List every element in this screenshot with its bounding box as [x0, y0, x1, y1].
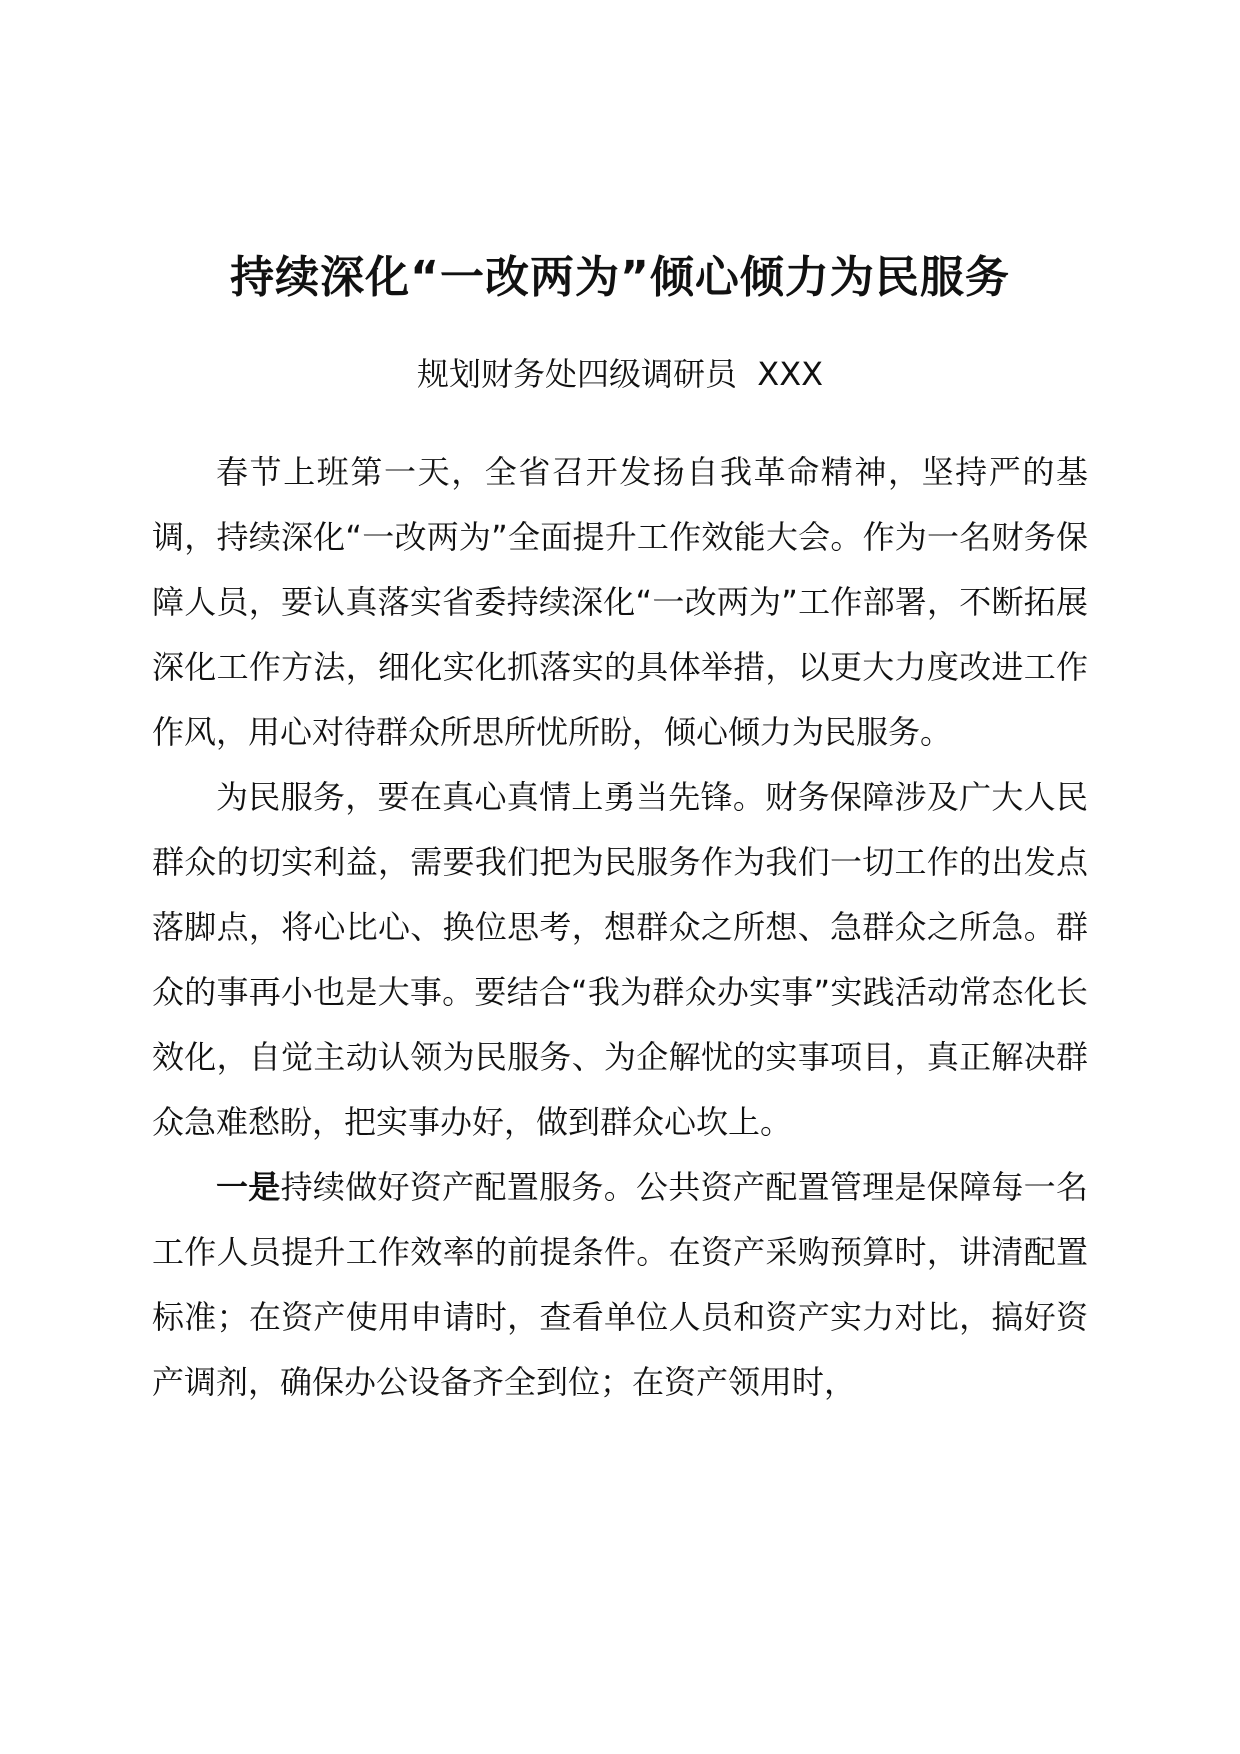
paragraph-1-text: 春节上班第一天，全省召开发扬自我革命精神，坚持严的基调，持续深化“一改两为”全面提升工作效能大会。作为一名财务保障人员，要认真落实省委持续深化“一改两为”工作部署，不断拓展深化工作方法，细化实化抓落实的具体举措，以更大力度改进工作作风，用心对待群众所思所忧所盼，倾心倾力为民服务。 [152, 453, 1088, 751]
paragraph-3-text: 持续做好资产配置服务。公共资产配置管理是保障每一名工作人员提升工作效率的前提条件。在资产采购预算时，讲清配置标准；在资产使用申请时，查看单位人员和资产实力对比，搞好资产调剂，确保办公设备齐全到位；在资产领用时， [152, 1168, 1088, 1401]
paragraph-3-lead: 一是 [216, 1168, 281, 1206]
author-byline: 规划财务处四级调研员 XXX [416, 355, 824, 393]
document-body [152, 440, 1088, 1415]
paragraph-2 [152, 765, 1088, 1155]
paragraph-3 [152, 1155, 1088, 1415]
paragraph-2-text: 为民服务，要在真心真情上勇当先锋。财务保障涉及广大人民群众的切实利益，需要我们把为民服务作为我们一切工作的出发点落脚点，将心比心、换位思考，想群众之所想、急群众之所急。群众的事再小也是大事。要结合“我为群众办实事”实践活动常态化长效化，自觉主动认领为民服务、为企解忧的实事项目，真正解决群众急难愁盼，把实事办好，做到群众心坎上。 [152, 778, 1088, 1141]
document-title: 持续深化“一改两为”倾心倾力为民服务 [230, 252, 1010, 303]
paragraph-1 [152, 440, 1088, 765]
